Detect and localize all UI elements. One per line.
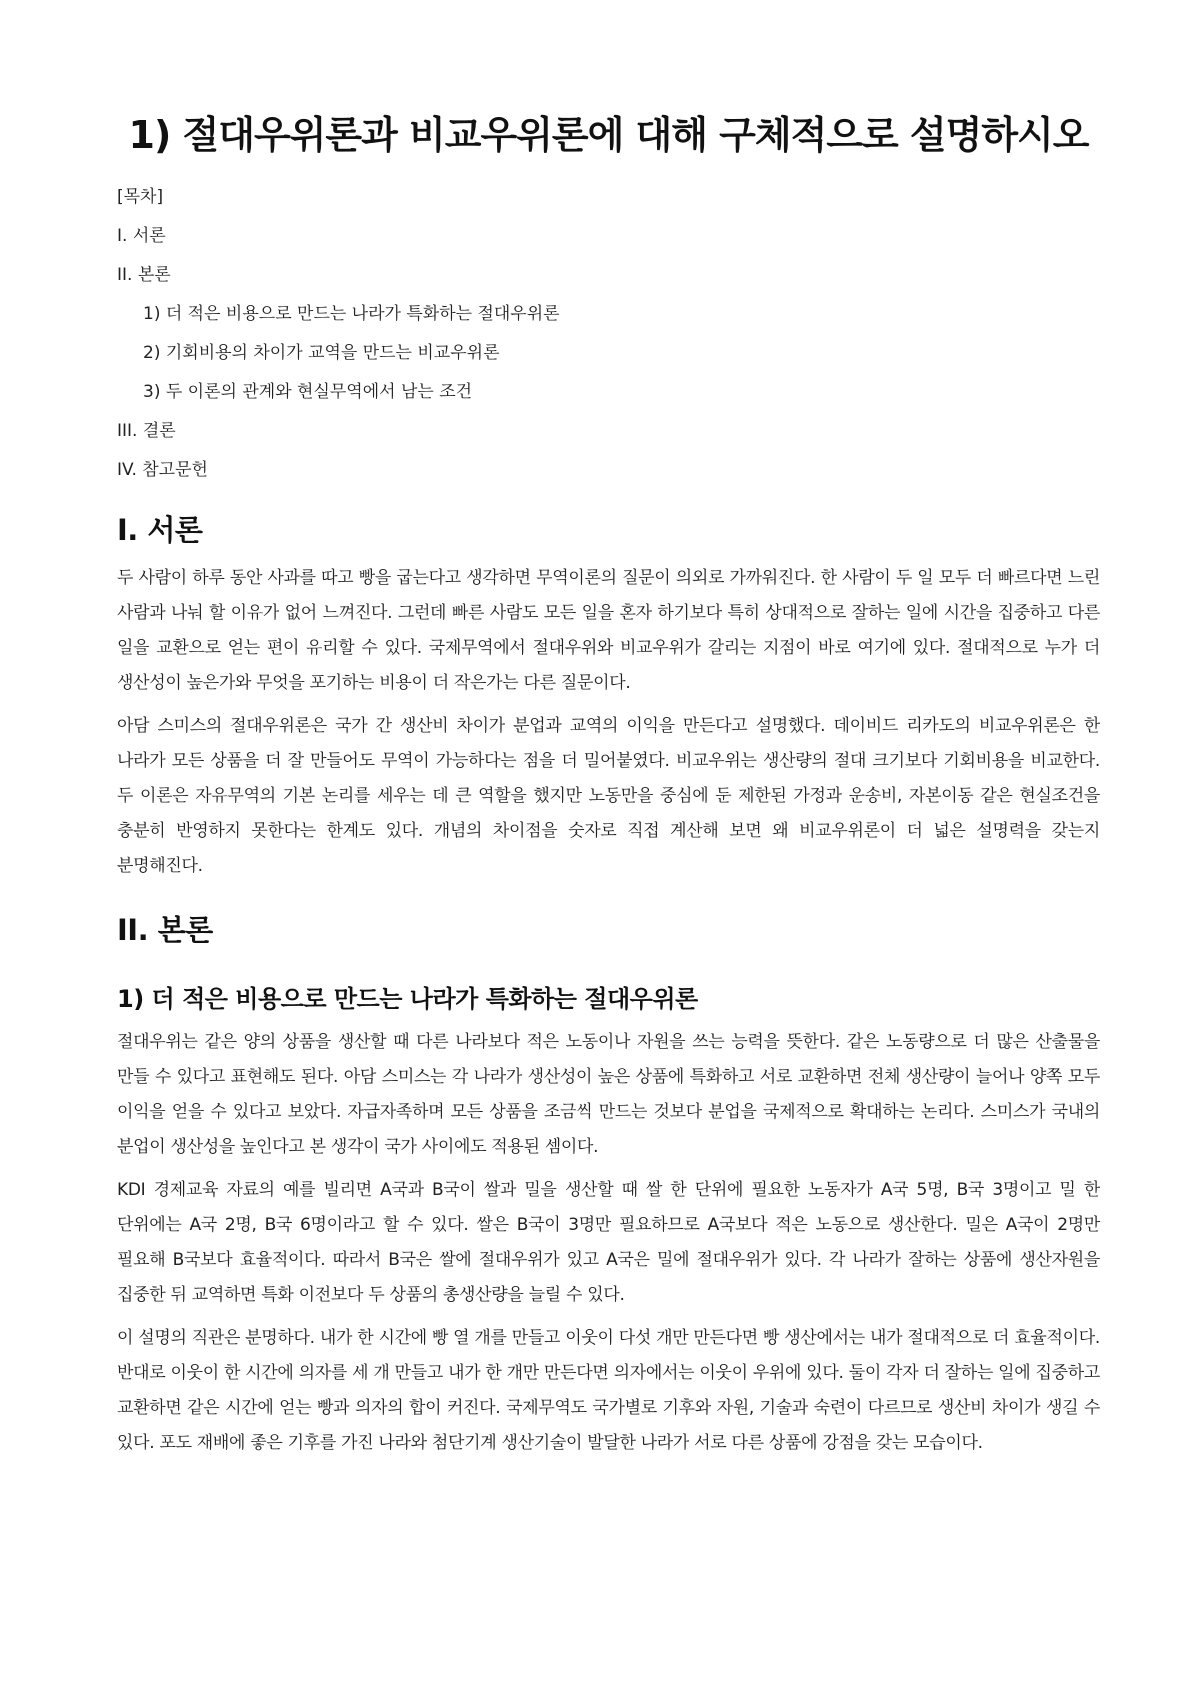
subsection-heading: 1) 더 적은 비용으로 만드는 나라가 특화하는 절대우위론 [117,984,698,1013]
toc-subitem: 2) 기회비용의 차이가 교역을 만드는 비교우위론 [143,342,500,363]
toc-item: I. 서론 [117,225,166,246]
table-of-contents [117,178,1100,490]
toc-item: IV. 참고문헌 [117,459,208,480]
toc-subitem: 1) 더 적은 비용으로 만드는 나라가 특화하는 절대우위론 [143,303,560,324]
section-heading: I. 서론 [117,512,203,547]
body-section [117,912,1100,1461]
spacer [117,962,1100,984]
spacer [117,892,1100,912]
toc-label: [목차] [117,186,164,207]
section-heading: II. 본론 [117,913,213,948]
paragraph: 절대우위는 같은 양의 상품을 생산할 때 다른 나라보다 적은 노동이나 자원을 쓰는 능력을 뜻한다. 같은 노동량으로 더 많은 산출물을 만들 수 있다고 표현해도 된다. 아담 스미스는 각 나라가 생산성이 높은 상품에 특화하고 서로 교환하면 전체 생산량이 늘어나 양쪽 모두 이익을 얻을 수 있다고 보았다. 자급자족하며 모든 상품을 조금씩 만드는 것보다 분업을 국제적으로 확대하는 논리다. 스미스가 국내의 분업이 생산성을 높인다고 본 생각이 국가 사이에도 적용된 셈이다. [117,1032,1101,1158]
paragraph: KDI 경제교육 자료의 예를 빌리면 A국과 B국이 쌀과 밀을 생산할 때 쌀 한 단위에 필요한 노동자가 A국 5명, B국 3명이고 밀 한 단위에는 A국 2명, B국 6명이라고 할 수 있다. 쌀은 B국이 3명만 필요하므로 A국보다 적은 노동으로 생산한다. 밀은 A국이 2명만 필요해 B국보다 효율적이다. 따라서 B국은 쌀에 절대우위가 있고 A국은 밀에 절대우위가 있다. 각 나라가 잘하는 상품에 생산자원을 집중한 뒤 교역하면 특화 이전보다 두 상품의 총생산량을 늘릴 수 있다. [117,1180,1100,1306]
toc-item: II. 본론 [117,264,171,285]
toc-subitem: 3) 두 이론의 관계와 현실무역에서 남는 조건 [143,381,473,402]
paragraph: 이 설명의 직관은 분명하다. 내가 한 시간에 빵 열 개를 만들고 이웃이 다섯 개만 만든다면 빵 생산에서는 내가 절대적으로 더 효율적이다. 반대로 이웃이 한 시간에 의자를 세 개 만들고 내가 한 개만 만든다면 의자에서는 이웃이 우위에 있다. 둘이 각자 더 잘하는 일에 집중하고 교환하면 같은 시간에 얻는 빵과 의자의 합이 커진다. 국제무역도 국가별로 기후와 자원, 기술과 숙련이 다르므로 생산비 차이가 생길 수 있다. 포도 재배에 좋은 기후를 가진 나라와 첨단기계 생산기술이 발달한 나라가 서로 다른 상품에 강점을 갖는 모습이다. [117,1328,1100,1454]
paragraph: 아담 스미스의 절대우위론은 국가 간 생산비 차이가 분업과 교역의 이익을 만든다고 설명했다. 데이비드 리카도의 비교우위론은 한 나라가 모든 상품을 더 잘 만들어도 무역이 가능하다는 점을 더 밀어붙였다. 비교우위는 생산량의 절대 크기보다 기회비용을 비교한다. 두 이론은 자유무역의 기본 논리를 세우는 데 큰 역할을 했지만 노동만을 중심에 둔 제한된 가정과 운송비, 자본이동 같은 현실조건을 충분히 반영하지 못한다는 한계도 있다. 개념의 차이점을 숫자로 직접 계산해 보면 왜 비교우위론이 더 넓은 설명력을 갖는지 분명해진다. [117,716,1100,877]
document-title: 1) 절대우위론과 비교우위론에 대해 구체적으로 설명하시오 [128,113,1089,157]
paragraph: 두 사람이 하루 동안 사과를 따고 빵을 굽는다고 생각하면 무역이론의 질문이 의외로 가까워진다. 한 사람이 두 일 모두 더 빠르다면 느린 사람과 나눠 할 이유가 없어 느껴진다. 그런데 빠른 사람도 모든 일을 혼자 하기보다 특히 상대적으로 잘하는 일에 시간을 집중하고 다른 일을 교환으로 얻는 편이 유리할 수 있다. 국제무역에서 절대우위와 비교우위가 갈리는 지점이 바로 여기에 있다. 절대적으로 누가 더 생산성이 높은가와 무엇을 포기하는 비용이 더 작은가는 다른 질문이다. [117,568,1101,694]
toc-item: III. 결론 [117,420,176,441]
intro-section [117,512,1100,885]
